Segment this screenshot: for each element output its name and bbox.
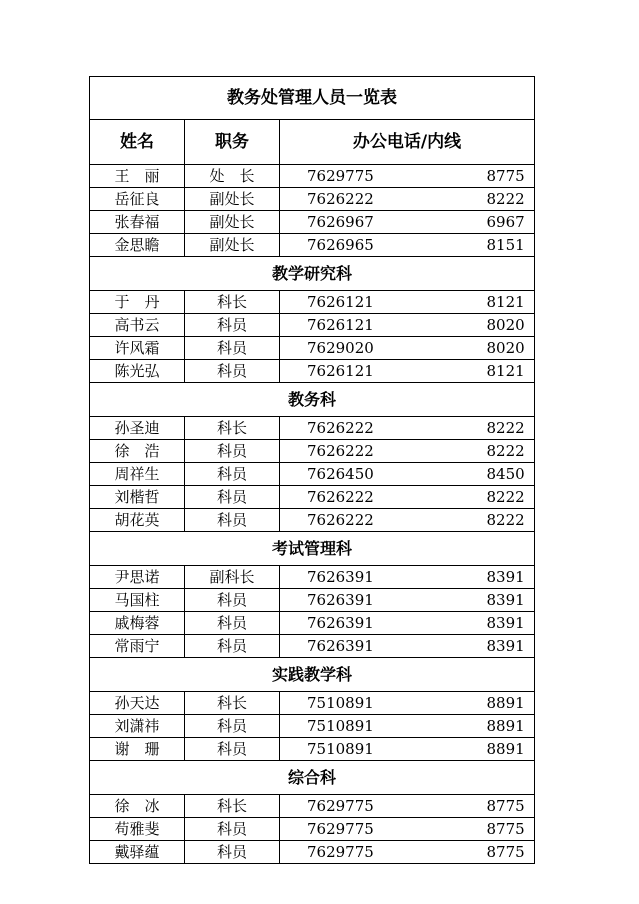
cell-position: 处 长 [185,165,280,188]
cell-name: 刘潇祎 [90,715,185,738]
cell-extension: 8775 [403,795,535,818]
cell-position: 科员 [185,612,280,635]
cell-position: 科员 [185,463,280,486]
cell-extension: 8222 [403,486,535,509]
table-row [90,165,535,188]
cell-name: 许风霜 [90,337,185,360]
table-title: 教务处管理人员一览表 [90,77,535,120]
section-title: 综合科 [90,761,535,795]
cell-name: 孙圣迪 [90,417,185,440]
cell-extension: 8121 [403,360,535,383]
cell-phone: 7629775 [280,165,403,188]
cell-name: 谢 珊 [90,738,185,761]
cell-name: 苟雅斐 [90,818,185,841]
cell-position: 副处长 [185,211,280,234]
cell-extension: 8222 [403,440,535,463]
cell-name: 周祥生 [90,463,185,486]
cell-phone: 7626391 [280,566,403,589]
table-row [90,211,535,234]
section-title: 教务科 [90,383,535,417]
table-row [90,566,535,589]
table-body [90,77,535,864]
cell-name: 王 丽 [90,165,185,188]
cell-extension: 8391 [403,566,535,589]
cell-position: 科员 [185,738,280,761]
cell-extension: 8391 [403,612,535,635]
table-row [90,188,535,211]
table-row [90,692,535,715]
section-title: 教学研究科 [90,257,535,291]
cell-position: 科员 [185,818,280,841]
section-title: 考试管理科 [90,532,535,566]
table-row [90,635,535,658]
cell-name: 于 丹 [90,291,185,314]
cell-name: 岳征良 [90,188,185,211]
table-row [90,417,535,440]
cell-phone: 7510891 [280,692,403,715]
cell-extension: 8020 [403,337,535,360]
header-phone: 办公电话/内线 [280,120,535,165]
cell-name: 胡花英 [90,509,185,532]
cell-name: 陈光弘 [90,360,185,383]
table-row [90,234,535,257]
cell-name: 金思瞻 [90,234,185,257]
cell-name: 高书云 [90,314,185,337]
cell-phone: 7629775 [280,818,403,841]
cell-position: 科员 [185,314,280,337]
cell-position: 科长 [185,795,280,818]
cell-position: 副科长 [185,566,280,589]
cell-phone: 7626121 [280,314,403,337]
table-row [90,314,535,337]
cell-phone: 7626222 [280,509,403,532]
cell-position: 科员 [185,360,280,383]
cell-extension: 8891 [403,692,535,715]
cell-position: 科长 [185,692,280,715]
table-row [90,486,535,509]
cell-name: 常雨宁 [90,635,185,658]
cell-position: 副处长 [185,188,280,211]
cell-phone: 7626222 [280,486,403,509]
cell-extension: 8775 [403,841,535,864]
table-row [90,291,535,314]
cell-position: 科长 [185,417,280,440]
cell-phone: 7629020 [280,337,403,360]
cell-phone: 7626391 [280,612,403,635]
cell-extension: 8121 [403,291,535,314]
table-row [90,738,535,761]
cell-position: 科员 [185,509,280,532]
table-row [90,440,535,463]
table-row [90,463,535,486]
cell-phone: 7626391 [280,635,403,658]
header-position: 职务 [185,120,280,165]
cell-name: 马国柱 [90,589,185,612]
section-row [90,761,535,795]
cell-phone: 7626222 [280,417,403,440]
table-row [90,795,535,818]
cell-extension: 8775 [403,165,535,188]
cell-name: 刘楷哲 [90,486,185,509]
cell-extension: 8450 [403,463,535,486]
cell-name: 戴驿蕴 [90,841,185,864]
header-name: 姓名 [90,120,185,165]
cell-position: 副处长 [185,234,280,257]
cell-name: 戚梅蓉 [90,612,185,635]
cell-phone: 7510891 [280,738,403,761]
cell-extension: 8891 [403,738,535,761]
cell-position: 科员 [185,841,280,864]
cell-extension: 8775 [403,818,535,841]
cell-phone: 7626121 [280,360,403,383]
table-row [90,589,535,612]
cell-position: 科员 [185,635,280,658]
section-row [90,383,535,417]
cell-phone: 7626391 [280,589,403,612]
section-row [90,658,535,692]
cell-position: 科员 [185,589,280,612]
staff-directory-table [89,76,535,864]
cell-position: 科员 [185,715,280,738]
cell-extension: 8391 [403,635,535,658]
cell-phone: 7510891 [280,715,403,738]
table-row [90,715,535,738]
table-row [90,509,535,532]
cell-position: 科员 [185,440,280,463]
section-row [90,257,535,291]
cell-phone: 7629775 [280,795,403,818]
cell-phone: 7626450 [280,463,403,486]
table-row [90,612,535,635]
title-row [90,77,535,120]
cell-extension: 8222 [403,417,535,440]
table-row [90,360,535,383]
cell-extension: 8891 [403,715,535,738]
table-row [90,337,535,360]
cell-phone: 7629775 [280,841,403,864]
section-row [90,532,535,566]
cell-name: 徐 浩 [90,440,185,463]
header-row [90,120,535,165]
cell-extension: 8222 [403,509,535,532]
cell-phone: 7626222 [280,188,403,211]
cell-name: 尹思诺 [90,566,185,589]
cell-phone: 7626121 [280,291,403,314]
table-row [90,841,535,864]
section-title: 实践教学科 [90,658,535,692]
cell-phone: 7626222 [280,440,403,463]
cell-extension: 6967 [403,211,535,234]
cell-extension: 8020 [403,314,535,337]
cell-position: 科员 [185,486,280,509]
cell-position: 科长 [185,291,280,314]
cell-name: 徐 冰 [90,795,185,818]
cell-phone: 7626965 [280,234,403,257]
cell-extension: 8222 [403,188,535,211]
cell-extension: 8391 [403,589,535,612]
table-row [90,818,535,841]
cell-extension: 8151 [403,234,535,257]
cell-name: 孙天达 [90,692,185,715]
cell-position: 科员 [185,337,280,360]
cell-phone: 7626967 [280,211,403,234]
cell-name: 张春福 [90,211,185,234]
